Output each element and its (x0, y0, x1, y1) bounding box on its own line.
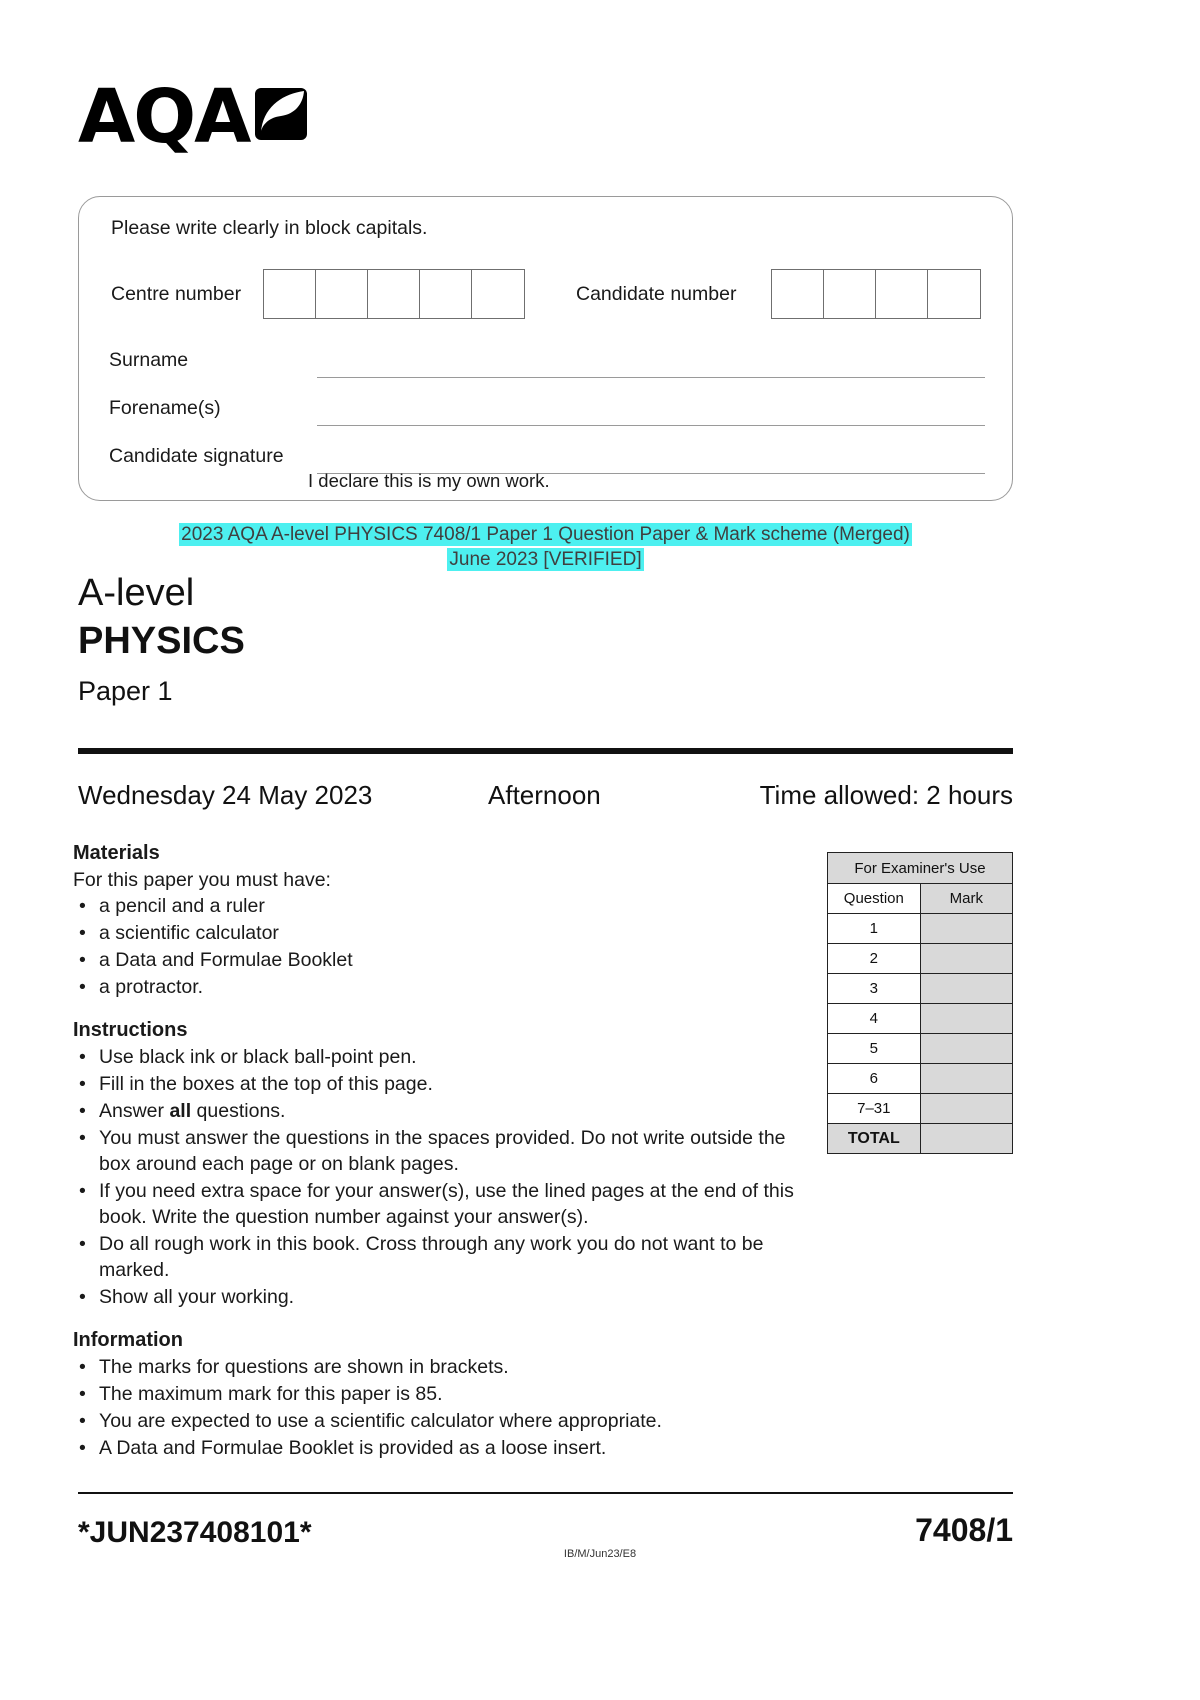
centre-number-cell[interactable] (472, 270, 524, 318)
list-item: • Answer all questions. (73, 1098, 803, 1124)
examiner-table-title: For Examiner's Use (828, 853, 1013, 884)
total-mark-cell[interactable] (920, 1124, 1012, 1154)
paper-number: Paper 1 (78, 676, 173, 706)
list-item: • You must answer the questions in the spaces provided. Do not write outside the box around each page or on blank pages. (73, 1125, 803, 1177)
candidate-number-label: Candidate number (576, 282, 737, 305)
list-item: • a protractor. (73, 974, 803, 1000)
list-item: • The marks for questions are shown in brackets. (73, 1354, 803, 1380)
divider-bottom (78, 1492, 1013, 1494)
mark-cell[interactable] (920, 944, 1012, 974)
list-item: • Use black ink or black ball-point pen. (73, 1044, 803, 1070)
list-item: • If you need extra space for your answer(s), use the lined pages at the end of this book. Write the question number against your answer(s). (73, 1178, 803, 1230)
question-number: 2 (828, 944, 921, 974)
question-number: 5 (828, 1034, 921, 1064)
forename-input[interactable] (317, 425, 985, 426)
aqa-leaf-icon (255, 88, 307, 145)
mark-cell[interactable] (920, 914, 1012, 944)
question-number: 1 (828, 914, 921, 944)
examiner-use-table (827, 852, 1013, 1154)
table-row (828, 914, 1013, 944)
list-item: • a scientific calculator (73, 920, 803, 946)
surname-input[interactable] (317, 377, 985, 378)
candidate-number-cell[interactable] (772, 270, 824, 318)
list-item: • Fill in the boxes at the top of this page. (73, 1071, 803, 1097)
qualification-level: A-level (78, 572, 195, 614)
question-number: 4 (828, 1004, 921, 1034)
mark-cell[interactable] (920, 1004, 1012, 1034)
mark-cell[interactable] (920, 1064, 1012, 1094)
mark-cell[interactable] (920, 1094, 1012, 1124)
list-item: • The maximum mark for this paper is 85. (73, 1381, 803, 1407)
list-item: • A Data and Formulae Booklet is provided as a loose insert. (73, 1435, 803, 1461)
candidate-number-row (576, 269, 981, 319)
materials-list (73, 893, 803, 1000)
list-item: • a Data and Formulae Booklet (73, 947, 803, 973)
paper-code: 7408/1 (915, 1512, 1013, 1548)
divider-top (78, 748, 1013, 754)
candidate-number-cell[interactable] (824, 270, 876, 318)
table-row (828, 853, 1013, 884)
centre-number-cell[interactable] (420, 270, 472, 318)
instructions-heading: Instructions (73, 1019, 188, 1041)
exam-date: Wednesday 24 May 2023 (78, 780, 373, 810)
question-number: 6 (828, 1064, 921, 1094)
centre-number-row (111, 269, 525, 319)
table-row (828, 974, 1013, 1004)
table-row (828, 1064, 1013, 1094)
barcode-reference: *JUN237408101* (78, 1516, 312, 1549)
question-range: 7–31 (828, 1094, 921, 1124)
table-row (828, 1094, 1013, 1124)
centre-number-cell[interactable] (264, 270, 316, 318)
aqa-logo-text: AQA (78, 74, 250, 160)
information-heading: Information (73, 1329, 183, 1351)
centre-number-cell[interactable] (316, 270, 368, 318)
instructions-column (73, 840, 803, 1462)
candidate-number-cell[interactable] (876, 270, 928, 318)
column-header-mark: Mark (920, 884, 1012, 914)
aqa-logo (78, 74, 307, 160)
materials-intro: For this paper you must have: (73, 869, 331, 891)
surname-label: Surname (109, 349, 189, 371)
instructions-list (73, 1044, 803, 1310)
merged-document-banner (78, 522, 1013, 572)
candidate-number-input[interactable] (771, 269, 981, 319)
exam-schedule-row (78, 780, 1013, 811)
information-list (73, 1354, 803, 1461)
candidate-signature-label: Candidate signature (109, 445, 284, 467)
exam-session: Afternoon (488, 780, 601, 810)
list-item: • a pencil and a ruler (73, 893, 803, 919)
banner-line-1: 2023 AQA A-level PHYSICS 7408/1 Paper 1 Question Paper & Mark scheme (Merged) (181, 524, 910, 545)
total-label: TOTAL (828, 1124, 921, 1154)
mark-cell[interactable] (920, 1034, 1012, 1064)
candidate-number-cell[interactable] (928, 270, 980, 318)
centre-number-label: Centre number (111, 282, 242, 305)
declaration-text: I declare this is my own work. (308, 470, 550, 491)
table-row (828, 884, 1013, 914)
centre-number-input[interactable] (263, 269, 525, 319)
list-item: • Show all your working. (73, 1284, 803, 1310)
subject-title: PHYSICS (78, 620, 245, 662)
banner-line-2: June 2023 [VERIFIED] (449, 549, 642, 570)
table-row (828, 944, 1013, 974)
candidate-details-box (78, 196, 1013, 501)
forename-label: Forename(s) (109, 397, 221, 419)
question-number: 3 (828, 974, 921, 1004)
list-item: • Do all rough work in this book. Cross through any work you do not want to be marked. (73, 1231, 803, 1283)
table-row (828, 1004, 1013, 1034)
table-row (828, 1034, 1013, 1064)
centre-number-cell[interactable] (368, 270, 420, 318)
mark-cell[interactable] (920, 974, 1012, 1004)
materials-heading: Materials (73, 842, 160, 864)
block-capitals-note: Please write clearly in block capitals. (111, 217, 428, 239)
list-item: • You are expected to use a scientific calculator where appropriate. (73, 1408, 803, 1434)
ib-reference: IB/M/Jun23/E8 (563, 1548, 637, 1560)
exam-time-allowed: Time allowed: 2 hours (759, 780, 1013, 810)
table-row (828, 1124, 1013, 1154)
column-header-question: Question (828, 884, 921, 914)
